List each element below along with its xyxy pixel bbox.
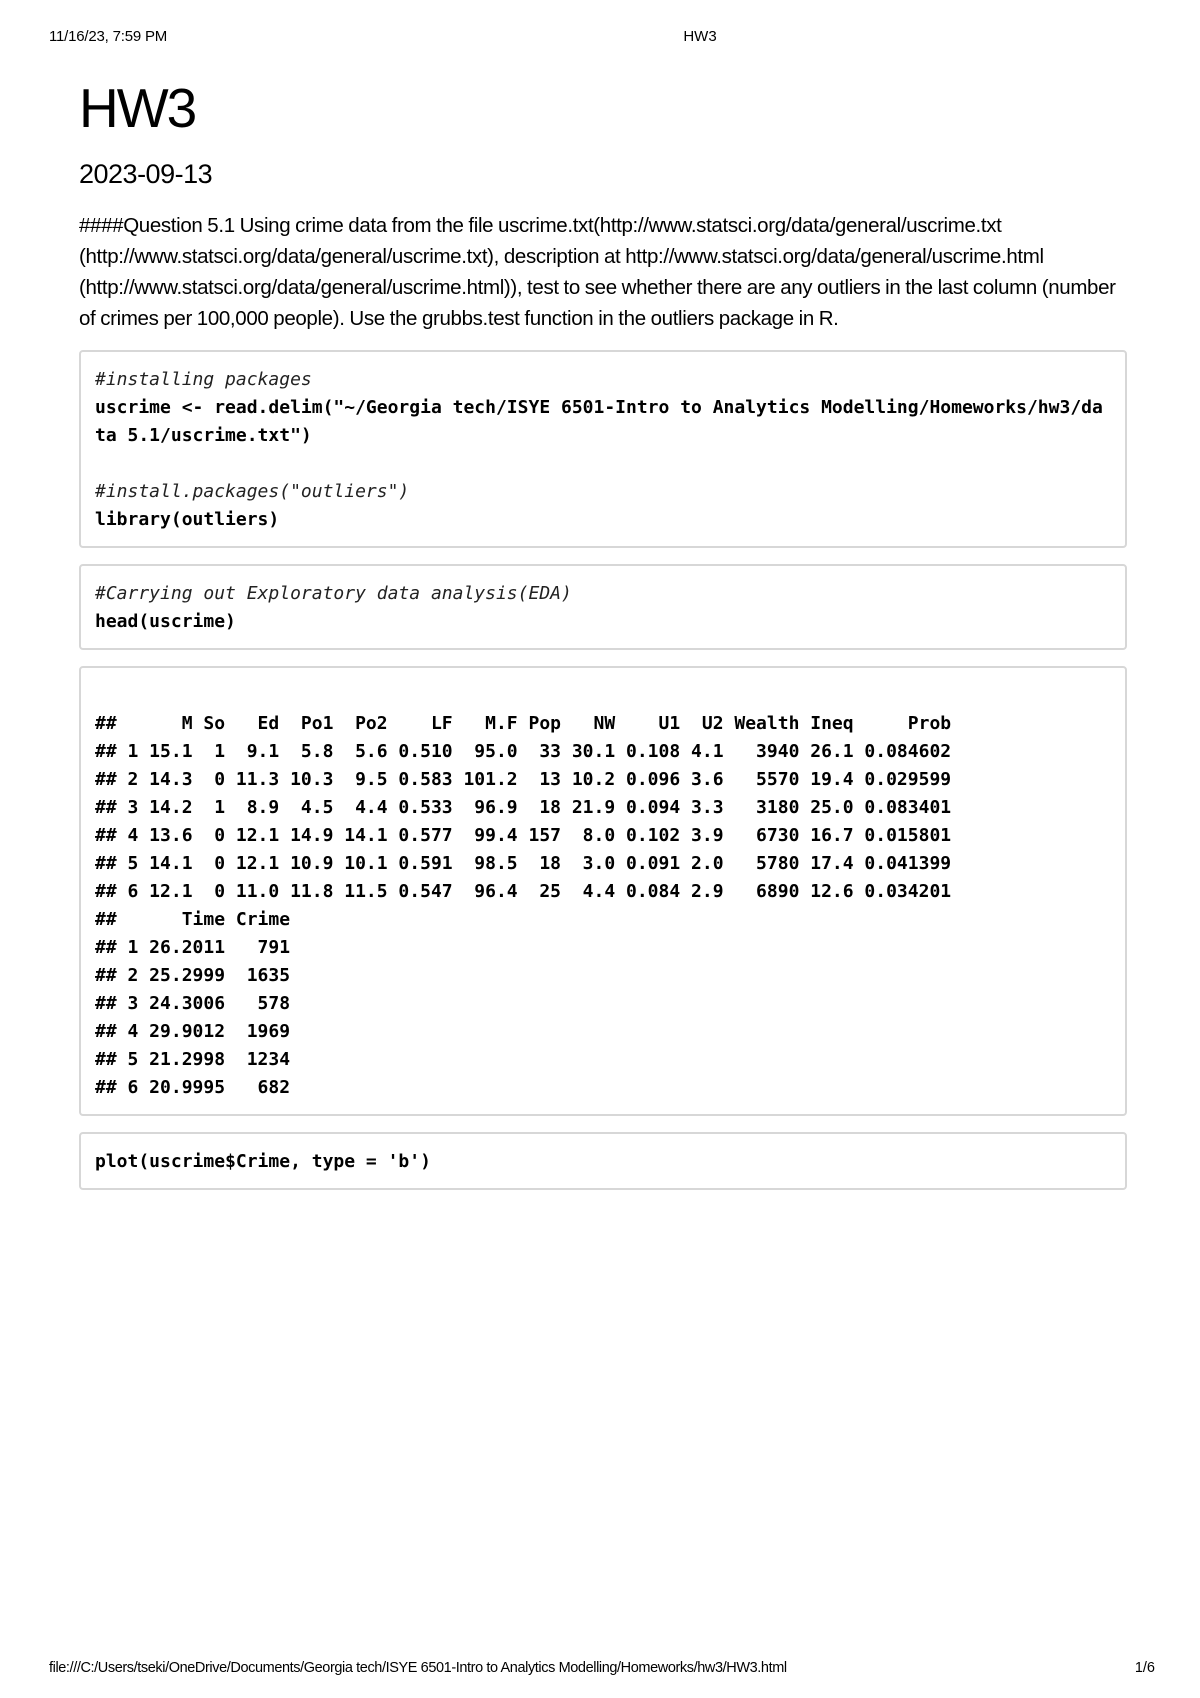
document-title: HW3 — [79, 77, 196, 139]
output-line: ## 1 15.1 1 9.1 5.8 5.6 0.510 95.0 33 30.1 0.108 4.1 3940 26.1 0.084602 — [95, 740, 952, 762]
output-line: ## M So Ed Po1 Po2 LF M.F Pop NW U1 U2 Wealth Ineq Prob — [95, 712, 952, 734]
output-line: ## 4 13.6 0 12.1 14.9 14.1 0.577 99.4 157 8.0 0.102 3.9 6730 16.7 0.015801 — [95, 824, 952, 846]
code-line: head(uscrime) — [95, 610, 236, 632]
print-header-title: HW3 — [683, 28, 717, 45]
code-comment: #installing packages — [95, 368, 312, 390]
output-line: ## 2 14.3 0 11.3 10.3 9.5 0.583 101.2 13 10.2 0.096 3.6 5570 19.4 0.029599 — [95, 768, 952, 790]
output-line: ## 2 25.2999 1635 — [95, 964, 291, 986]
output-line: ## 4 29.9012 1969 — [95, 1020, 291, 1042]
code-comment: #Carrying out Exploratory data analysis(EDA) — [95, 582, 572, 604]
output-line: ## 1 26.2011 791 — [95, 936, 291, 958]
document-date: 2023-09-13 — [79, 158, 213, 189]
code-line: plot(uscrime$Crime, type = 'b') — [95, 1150, 431, 1172]
output-line: ## 3 24.3006 578 — [95, 992, 291, 1014]
print-footer-page-number: 1/6 — [1134, 1660, 1155, 1676]
code-block-eda — [79, 564, 1127, 650]
output-block-head — [79, 666, 1127, 1116]
output-line: ## 6 20.9995 682 — [95, 1076, 291, 1098]
code-blank-line — [95, 450, 1111, 478]
print-footer-url: file:///C:/Users/tseki/OneDrive/Documents/Georgia tech/ISYE 6501-Intro to Analytics Modelling/Homeworks/hw3/HW3.html — [49, 1660, 787, 1676]
code-line: ta 5.1/uscrime.txt") — [95, 424, 312, 446]
code-block-plot — [79, 1132, 1127, 1190]
question-paragraph: ####Question 5.1 Using crime data from the file uscrime.txt(http://www.statsci.org/data/general/uscrime.txt (http://www.statsci.org/data/general/uscrime.txt), description at http://www.statsci.org/data/general/uscrime.html (http://www.statsci.org/data/general/uscrime.html)), test to see whether there are any outliers in the last column (number of crimes per 100,000 people). Use the grubbs.test function in the outliers package in R. — [79, 213, 1116, 330]
code-line: library(outliers) — [95, 508, 280, 530]
print-header-datetime: 11/16/23, 7:59 PM — [49, 28, 168, 45]
code-comment: #install.packages("outliers") — [95, 480, 410, 502]
output-line: ## 5 21.2998 1234 — [95, 1048, 291, 1070]
document-body — [79, 78, 1129, 1190]
output-line: ## 5 14.1 0 12.1 10.9 10.1 0.591 98.5 18 3.0 0.091 2.0 5780 17.4 0.041399 — [95, 852, 952, 874]
output-blank-line — [95, 682, 1111, 710]
code-block-install — [79, 350, 1127, 548]
code-line: uscrime <- read.delim("~/Georgia tech/ISYE 6501-Intro to Analytics Modelling/Homeworks/hw3/da — [95, 396, 1103, 418]
output-line: ## 3 14.2 1 8.9 4.5 4.4 0.533 96.9 18 21.9 0.094 3.3 3180 25.0 0.083401 — [95, 796, 952, 818]
output-line: ## 6 12.1 0 11.0 11.8 11.5 0.547 96.4 25 4.4 0.084 2.9 6890 12.6 0.034201 — [95, 880, 952, 902]
output-line: ## Time Crime — [95, 908, 291, 930]
